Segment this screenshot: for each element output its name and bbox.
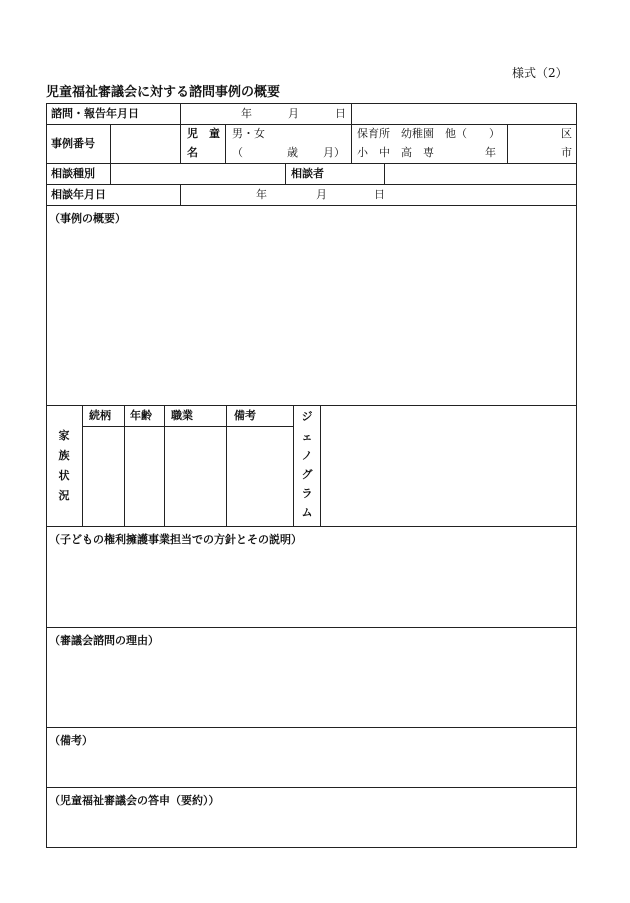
- rights-policy-field[interactable]: [47, 547, 575, 626]
- genogram-label-1: ジ: [301, 410, 313, 423]
- category-label: 相談種別: [51, 167, 95, 180]
- notes-label: （備考）: [49, 734, 93, 747]
- response-field[interactable]: [47, 808, 575, 846]
- case-summary-label: （事例の概要）: [49, 212, 126, 225]
- age-sai: 歳: [287, 146, 298, 159]
- genogram-label-2: ェ: [301, 430, 313, 443]
- family-label-2: 族: [58, 449, 70, 462]
- case-number-label: 事例番号: [51, 137, 95, 150]
- city: 市: [561, 146, 572, 159]
- consultant-label: 相談者: [291, 167, 324, 180]
- family-label-4: 況: [58, 489, 70, 502]
- genogram-label-4: グ: [301, 468, 313, 481]
- consult-ymd-day: 日: [374, 188, 385, 201]
- genogram-area[interactable]: [321, 406, 575, 525]
- notes-field[interactable]: [47, 748, 575, 786]
- consult-ymd-year: 年: [256, 188, 267, 201]
- school-year: 年: [485, 146, 496, 159]
- genogram-label-3: ノ: [301, 449, 313, 462]
- consult-date-day: 日: [335, 107, 346, 120]
- child-label-2: 名: [187, 146, 198, 159]
- consult-date-month: 月: [288, 107, 299, 120]
- ward: 区: [561, 127, 572, 140]
- family-label-3: 状: [58, 469, 70, 482]
- school-line-2: 小 中 高 専: [357, 146, 434, 159]
- school-line-1: 保育所 幼稚園 他（ ）: [357, 127, 500, 140]
- rights-policy-label: （子どもの権利擁護事業担当での方針とその説明）: [49, 533, 302, 546]
- age-open: （: [232, 146, 243, 159]
- child-label-1: 児 童: [187, 127, 220, 140]
- form-code: 様式（2）: [512, 66, 568, 80]
- genogram-label-6: ム: [301, 506, 313, 519]
- family-col-notes: 備考: [234, 409, 256, 422]
- family-label-1: 家: [58, 429, 70, 442]
- case-summary-field[interactable]: [47, 226, 575, 404]
- family-col-age: 年齢: [130, 409, 152, 422]
- family-col-occupation: 職業: [171, 409, 193, 422]
- response-label: （児童福祉審議会の答申（要約））: [49, 794, 220, 807]
- family-col-relation: 続柄: [89, 409, 111, 422]
- consult-ymd-month: 月: [316, 188, 327, 201]
- age-month: 月）: [323, 146, 345, 159]
- gender: 男・女: [232, 127, 265, 140]
- consult-date-year: 年: [241, 107, 252, 120]
- reason-field[interactable]: [47, 648, 575, 726]
- consult-date-label: 諮問・報告年月日: [51, 107, 139, 120]
- page-title: 児童福祉審議会に対する諮問事例の概要: [46, 85, 281, 100]
- genogram-label-5: ラ: [301, 487, 313, 500]
- consult-ymd-label: 相談年月日: [51, 188, 106, 201]
- reason-label: （審議会諮問の理由）: [49, 634, 159, 647]
